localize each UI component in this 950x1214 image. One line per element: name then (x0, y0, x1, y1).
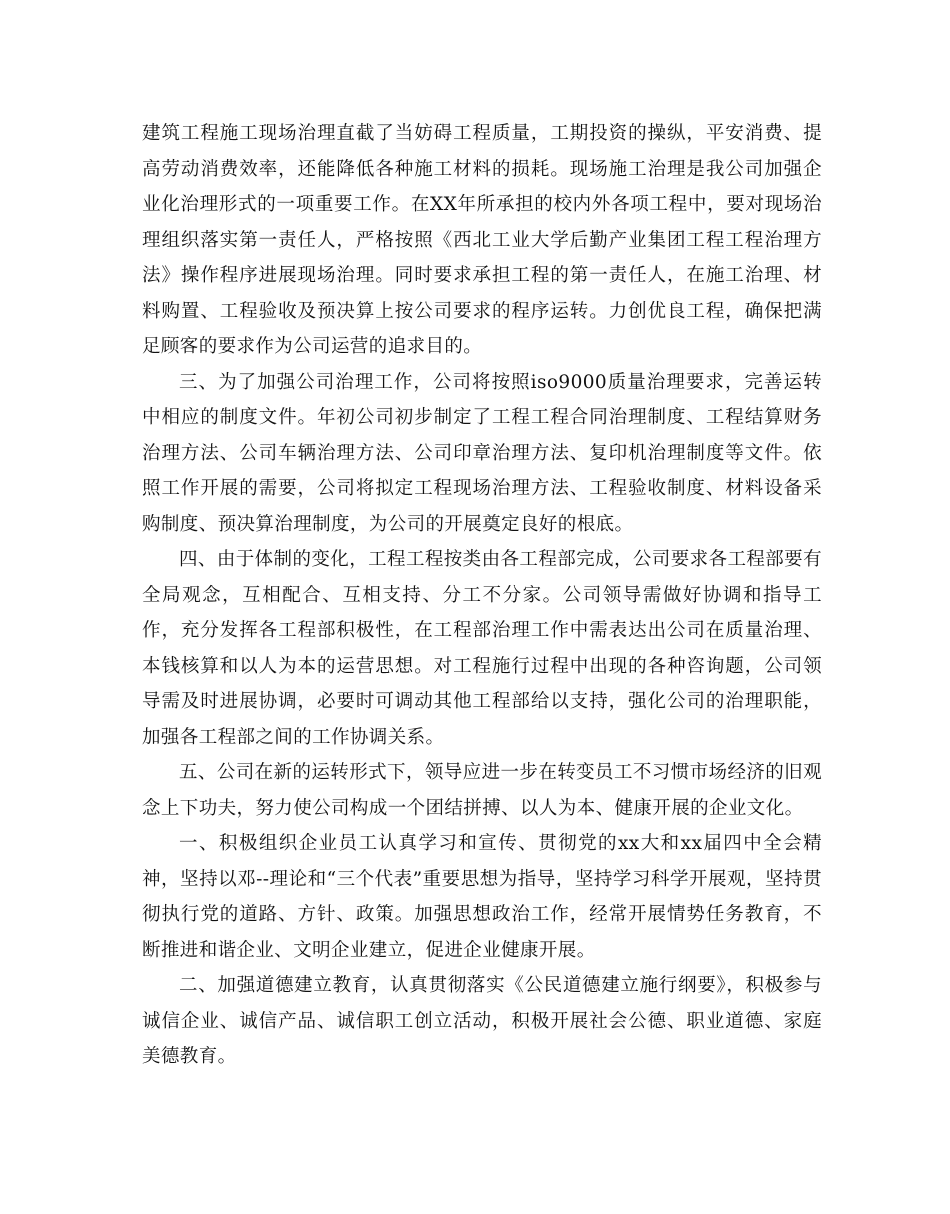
document-body (142, 116, 822, 1075)
paragraph-item-two: 二、加强道德建立教育，认真贯彻落实《公民道德建立施行纲要》，积极参与诚信企业、诚信产品、诚信职工创立活动，积极开展社会公德、职业道德、家庭美德教育。 (142, 975, 822, 1067)
paragraph-section-three: 三、为了加强公司治理工作，公司将按照iso9000质量治理要求，完善运转中相应的制度文件。年初公司初步制定了工程工程合同治理制度、工程结算财务治理方法、公司车辆治理方法、公司印章治理方法、复印机治理制度等文件。依照工作开展的需要，公司将拟定工程现场治理方法、工程验收制度、材料设备采购制度、预决算治理制度，为公司的开展奠定良好的根底。 (142, 371, 822, 535)
paragraph-section-five: 五、公司在新的运转形式下，领导应进一步在转变员工不习惯市场经济的旧观念上下功夫，努力使公司构成一个团结拼搏、以人为本、健康开展的企业文化。 (142, 762, 822, 819)
paragraph-item-one: 一、积极组织企业员工认真学习和宣传、贯彻党的xx大和xx届四中全会精神，坚持以邓--理论和“三个代表”重要思想为指导，坚持学习科学开展观，坚持贯彻执行党的道路、方针、政策。加强思想政治工作，经常开展情势任务教育，不断推进和谐企业、文明企业建立，促进企业健康开展。 (142, 833, 822, 961)
paragraph-section-four: 四、由于体制的变化，工程工程按类由各工程部完成，公司要求各工程部要有全局观念，互相配合、互相支持、分工不分家。公司领导需做好协调和指导工作，充分发挥各工程部积极性，在工程部治理工作中需表达出公司在质量治理、本钱核算和以人为本的运营思想。对工程施行过程中出现的各种咨询题，公司领导需及时进展协调，必要时可调动其他工程部给以支持，强化公司的治理职能，加强各工程部之间的工作协调关系。 (142, 549, 822, 748)
paragraph-site-management: 建筑工程施工现场治理直截了当妨碍工程质量，工期投资的操纵，平安消费、提高劳动消费效率，还能降低各种施工材料的损耗。现场施工治理是我公司加强企业化治理形式的一项重要工作。在XX年所承担的校内外各项工程中，要对现场治理组织落实第一责任人，严格按照《西北工业大学后勤产业集团工程工程治理方法》操作程序进展现场治理。同时要求承担工程的第一责任人，在施工治理、材料购置、工程验收及预决算上按公司要求的程序运转。力创优良工程，确保把满足顾客的要求作为公司运营的追求目的。 (142, 123, 822, 357)
